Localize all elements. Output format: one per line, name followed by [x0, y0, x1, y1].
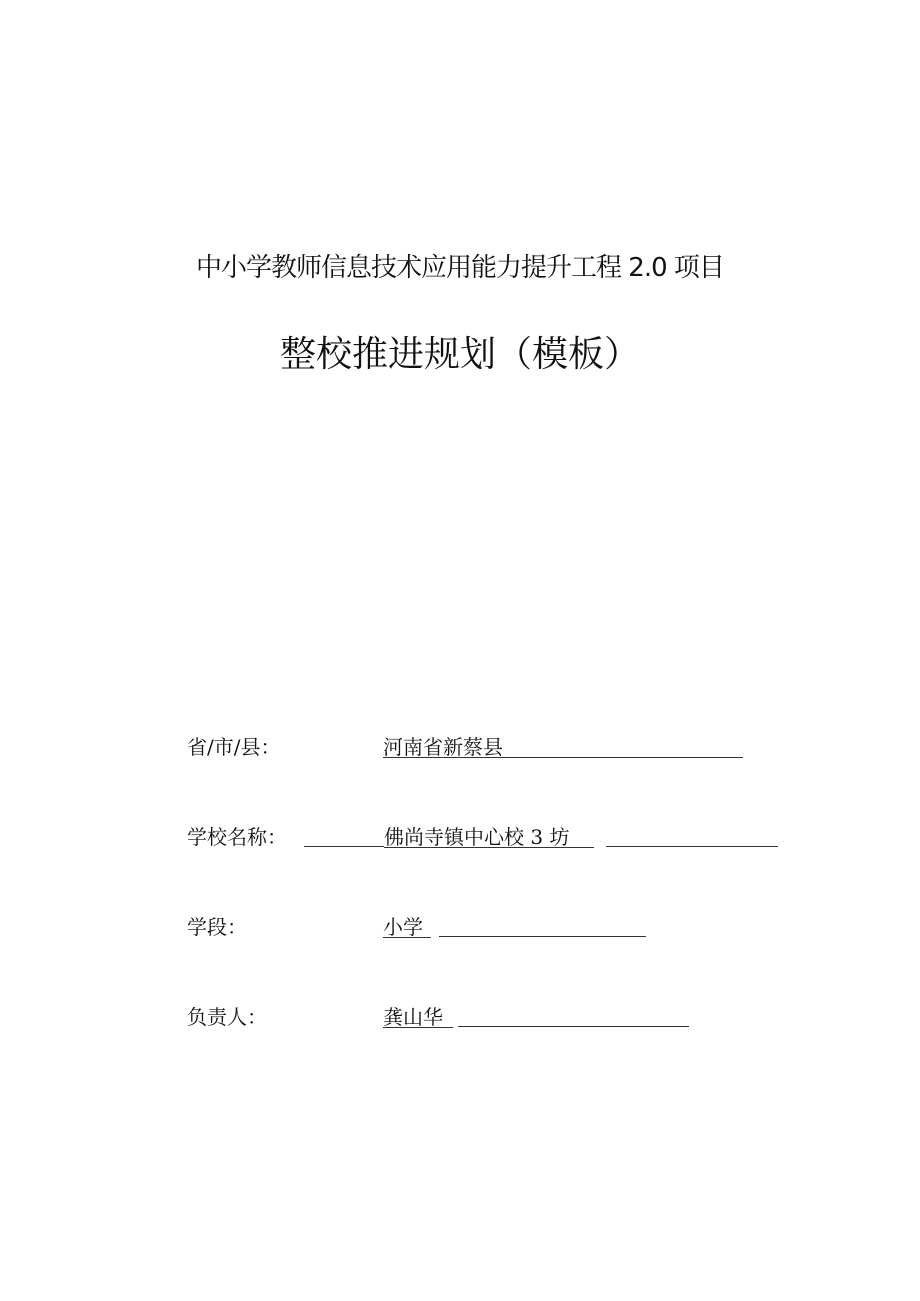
school-value: 佛尚寺镇中心校 3 坊	[384, 825, 570, 849]
stage-label: 学段：	[187, 915, 247, 939]
stage-underline-value	[383, 937, 431, 938]
school-row	[0, 822, 920, 852]
document-title: 中小学教师信息技术应用能力提升工程 2.0 项目	[196, 253, 724, 283]
person-row	[0, 1002, 920, 1032]
person-underline-value	[383, 1027, 453, 1028]
region-value: 河南省新蔡县	[383, 735, 503, 759]
document-subtitle: 整校推进规划（模板）	[279, 334, 640, 375]
school-underline-left	[304, 846, 384, 847]
school-underline-right	[606, 846, 778, 847]
school-label: 学校名称：	[187, 825, 287, 849]
stage-row	[0, 912, 920, 942]
region-row	[0, 732, 920, 762]
stage-value: 小学	[383, 915, 423, 939]
person-underline-right	[458, 1026, 689, 1027]
school-underline-value	[384, 847, 594, 848]
person-value: 龚山华	[383, 1005, 443, 1029]
stage-underline-right	[439, 936, 646, 937]
person-label: 负责人：	[187, 1005, 267, 1029]
region-label: 省/市/县：	[187, 735, 281, 759]
region-underline	[383, 757, 743, 758]
